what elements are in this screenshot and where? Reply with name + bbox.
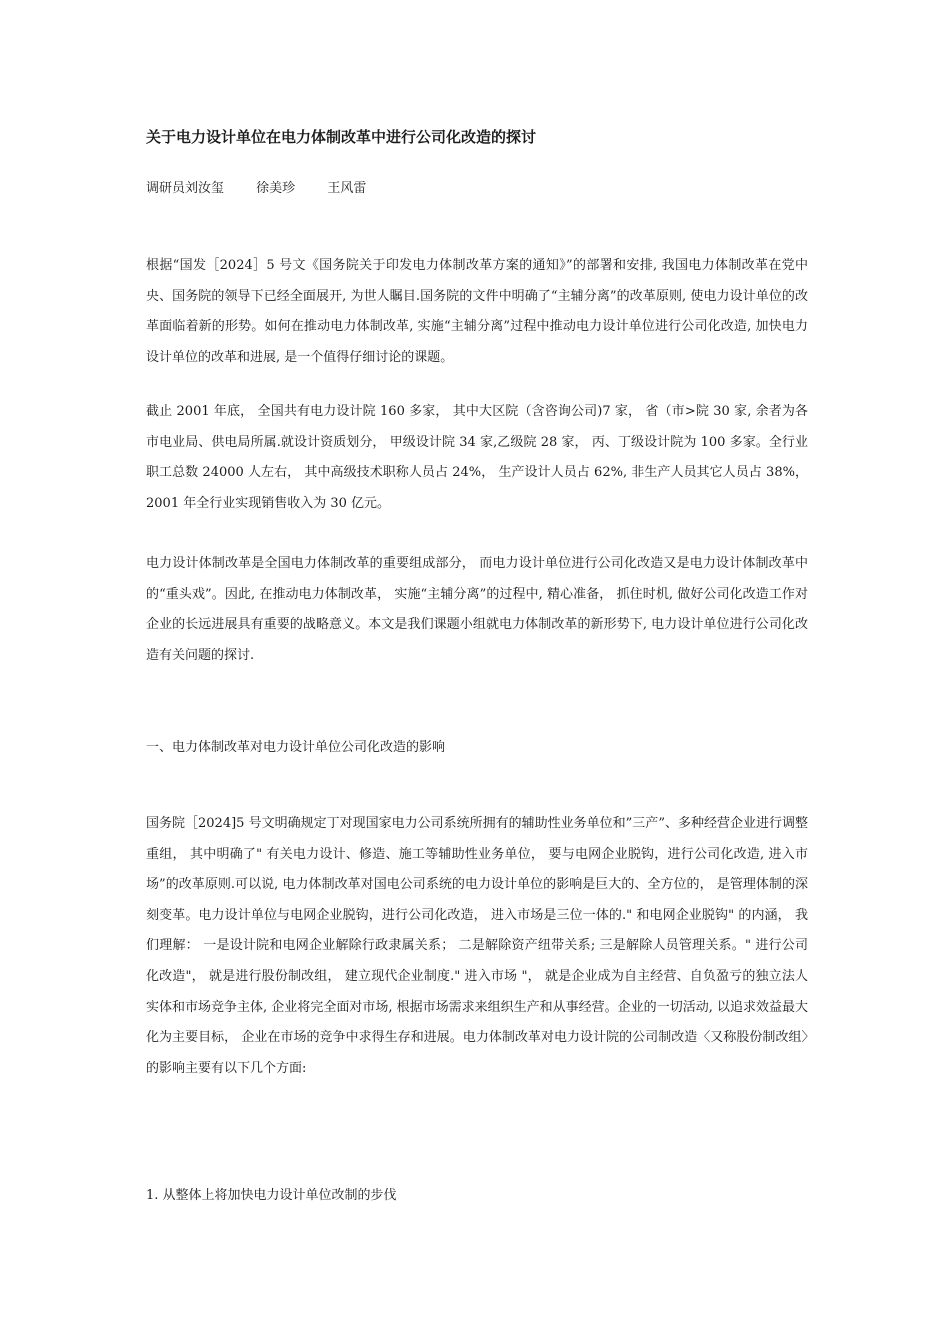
- author-3: 王风雷: [327, 181, 367, 196]
- significance-paragraph: 电力设计体制改革是全国电力体制改革的重要组成部分， 而电力设计单位进行公司化改造又是电力设计体制改革中的“重头戏”。因此, 在推动电力体制改革， 实施“主辅分离”的过程中, 精心准备， 抓住时机, 做好公司化改造工作对企业的长远进展具有重要的战略意义。本文是我们课题小组就电力体制改革的新形势下, 电力设计单位进行公司化改造有关问题的探讨.: [146, 556, 808, 663]
- intro-paragraph: 根据“国发［2024］5 号文《国务院关于印发电力体制改革方案的通知》”的部署和安排, 我国电力体制改革在党中央、国务院的领导下已经全面展开, 为世人瞩目.国务院的文件中明确了“主辅分离”的改革原则, 使电力设计单位的改革面临着新的形势。如何在推动电力体制改革, 实施“主辅分离”过程中推动电力设计单位进行公司化改造, 加快电力设计单位的改革和进展, 是一个值得仔细讨论的课题。: [146, 258, 808, 365]
- author-line: [146, 180, 394, 198]
- statistics-paragraph: 截止 2001 年底， 全国共有电力设计院 160 多家， 其中大区院（含咨询公司)7 家， 省（市>院 30 家, 余者为各市电业局、供电局所属.就设计资质划分， 甲级设计院 34 家,乙级院 28 家， 丙、丁级设计院为 100 多家。全行业职工总数 24000 人左右， 其中高级技术职称人员占 24%， 生产设计人员占 62%, 非生产人员其它人员占 38%，2001 年全行业实现销售收入为 30 亿元。: [146, 404, 808, 511]
- author-2: 徐美珍: [256, 181, 296, 196]
- section-paragraph: 国务院［2024]5 号文明确规定丁对现国家电力公司系统所拥有的辅助性业务单位和”三产”、多种经营企业进行调整重组， 其中明确了" 有关电力设计、修造、施工等辅助性业务单位， 要与电网企业脱钩，进行公司化改造, 进入市场”的改革原则.可以说, 电力体制改革对国电公司系统的电力设计单位的影响是巨大的、全方位的， 是管理体制的深刻变革。电力设计单位与电网企业脱钩，进行公司化改造， 进入市场是三位一体的." 和电网企业脱钩" 的内涵， 我们理解： 一是设计院和电网企业解除行政隶属关系； 二是解除资产纽带关系; 三是解除人员管理关系。" 进行公司化改造"， 就是进行股份制改组， 建立现代企业制度." 进入市场 "， 就是企业成为自主经营、自负盈亏的独立法人实体和市场竞争主体, 企业将完全面对市场, 根据市场需求来组织生产和从事经营。企业的一切活动, 以追求效益最大化为主要目标， 企业在市场的竞争中求得生存和进展。电力体制改革对电力设计院的公司制改造〈又称股份制改组〉的影响主要有以下几个方面:: [146, 816, 808, 1076]
- subsection-heading: 1. 从整体上将加快电力设计单位改制的步伐: [146, 1188, 397, 1203]
- author-1: 调研员刘汝玺: [146, 181, 225, 196]
- document-title: 关于电力设计单位在电力体制改革中进行公司化改造的探讨: [146, 128, 537, 146]
- section-heading: 一、电力体制改革对电力设计单位公司化改造的影响: [146, 740, 446, 755]
